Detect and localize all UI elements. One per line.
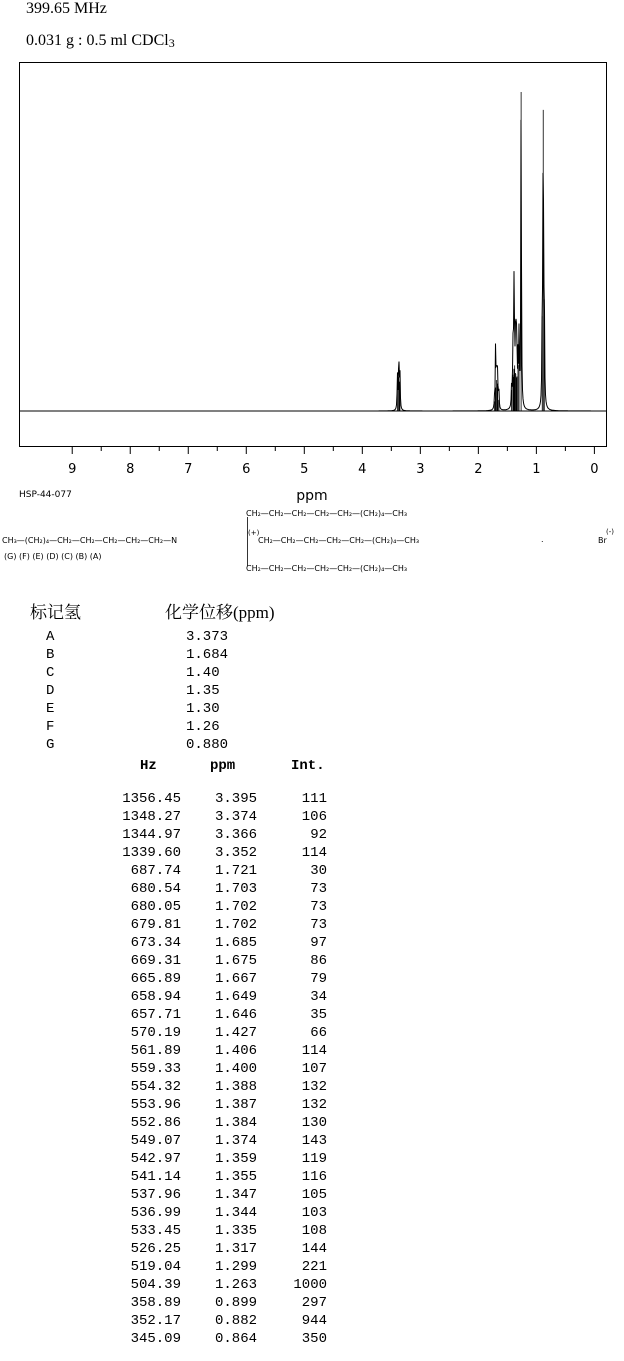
peak-int: 35: [310, 1007, 327, 1023]
assignment-row: [46, 719, 246, 737]
peak-ppm: 1.384: [214, 1115, 257, 1131]
peak-row: [100, 1259, 340, 1277]
peak-hz: 533.45: [130, 1223, 181, 1239]
assignment-label: D: [46, 683, 55, 699]
peak-hz: 680.54: [130, 881, 181, 897]
structure-charge: (+): [248, 529, 260, 537]
x-tick-label-4: 4: [358, 462, 367, 477]
structure-mid-chain: CH₂—CH₂—CH₂—CH₂—CH₂—(CH₂)₄—CH₃: [258, 536, 420, 545]
peak-int: 111: [301, 791, 327, 807]
assignment-label: G: [46, 737, 55, 753]
peak-ppm: 1.721: [214, 863, 257, 879]
peak-ppm: 1.406: [214, 1043, 257, 1059]
peak-hz: 658.94: [130, 989, 181, 1005]
peak-hz: 358.89: [130, 1295, 181, 1311]
peak-row: [100, 791, 340, 809]
peak-header-hz: Hz: [140, 758, 157, 774]
peak-hz: 1356.45: [122, 791, 181, 807]
assignment-header-label: 标记氢: [30, 603, 81, 622]
x-tick-label-0: 0: [590, 462, 599, 477]
structure-bottom-chain: CH₂—CH₂—CH₂—CH₂—CH₂—(CH₂)₄—CH₃: [246, 564, 408, 573]
peak-hz: 541.14: [130, 1169, 181, 1185]
peak-hz: 673.34: [130, 935, 181, 951]
peak-row: [100, 1277, 340, 1295]
peak-ppm: 3.374: [214, 809, 257, 825]
peak-hz: 679.81: [130, 917, 181, 933]
peak-row: [100, 1169, 340, 1187]
peak-row: [100, 899, 340, 917]
peak-hz: 519.04: [130, 1259, 181, 1275]
assignment-label: E: [46, 701, 55, 717]
peak-ppm: 1.299: [214, 1259, 257, 1275]
assignment-shift: 1.684: [186, 647, 229, 663]
peak-hz: 657.71: [130, 1007, 181, 1023]
peak-ppm: 1.359: [214, 1151, 257, 1167]
peak-ppm: 1.702: [214, 917, 257, 933]
assignment-shift: 1.30: [186, 701, 220, 717]
peak-hz: 345.09: [130, 1331, 181, 1347]
x-tick-label-3: 3: [416, 462, 425, 477]
peak-int: 105: [301, 1187, 327, 1203]
peak-int: 30: [310, 863, 327, 879]
assignment-shift: 3.373: [186, 629, 229, 645]
peak-ppm: 1.400: [214, 1061, 257, 1077]
peak-hz: 554.32: [130, 1079, 181, 1095]
peak-header-int: Int.: [291, 758, 325, 774]
assignment-label: C: [46, 665, 55, 681]
peak-int: 107: [301, 1061, 327, 1077]
peak-int: 73: [310, 899, 327, 915]
assignment-shift: 0.880: [186, 737, 229, 753]
peak-int: 66: [310, 1025, 327, 1041]
structure-dot: .: [541, 535, 544, 544]
peak-row: [100, 827, 340, 845]
peak-row: [100, 953, 340, 971]
sample-text: 0.031 g : 0.5 ml CDCl: [26, 32, 169, 49]
peak-int: 297: [301, 1295, 327, 1311]
peak-hz: 1348.27: [122, 809, 181, 825]
peak-ppm: 1.387: [214, 1097, 257, 1113]
peak-hz: 669.31: [130, 953, 181, 969]
peak-int: 114: [301, 1043, 327, 1059]
peak-row: [100, 1007, 340, 1025]
peak-ppm: 1.685: [214, 935, 257, 951]
peak-row: [100, 1241, 340, 1259]
x-tick-label-8: 8: [126, 462, 135, 477]
peak-hz: 526.25: [130, 1241, 181, 1257]
peak-row: [100, 1313, 340, 1331]
peak-ppm: 1.675: [214, 953, 257, 969]
peak-hz: 542.97: [130, 1151, 181, 1167]
peak-row: [100, 971, 340, 989]
peak-hz: 570.19: [130, 1025, 181, 1041]
peak-row: [100, 881, 340, 899]
peak-int: 73: [310, 881, 327, 897]
peak-row: [100, 1295, 340, 1313]
peak-ppm: 1.667: [214, 971, 257, 987]
peak-hz: 504.39: [130, 1277, 181, 1293]
peak-ppm: 1.374: [214, 1133, 257, 1149]
peak-row: [100, 1133, 340, 1151]
spectrum-code: HSP-44-077: [19, 490, 72, 500]
peak-ppm: 0.864: [214, 1331, 257, 1347]
peak-hz: 553.96: [130, 1097, 181, 1113]
structure-counter-charge: (-): [606, 528, 614, 536]
peak-hz: 352.17: [130, 1313, 181, 1329]
peak-hz: 537.96: [130, 1187, 181, 1203]
x-tick-label-7: 7: [184, 462, 193, 477]
peak-hz: 552.86: [130, 1115, 181, 1131]
peak-int: 221: [301, 1259, 327, 1275]
peak-int: 114: [301, 845, 327, 861]
peak-row: [100, 863, 340, 881]
assignment-shift: 1.35: [186, 683, 220, 699]
peak-hz: 1344.97: [122, 827, 181, 843]
sample-subscript: 3: [168, 36, 175, 50]
assignment-label: A: [46, 629, 55, 645]
peak-row: [100, 845, 340, 863]
peak-ppm: 0.882: [214, 1313, 257, 1329]
peak-ppm: 0.899: [214, 1295, 257, 1311]
peak-int: 108: [301, 1223, 327, 1239]
assignment-row: [46, 629, 246, 647]
peak-ppm: 1.649: [214, 989, 257, 1005]
x-tick-label-5: 5: [300, 462, 309, 477]
structure-bonds: [0, 0, 624, 600]
peak-row: [100, 1043, 340, 1061]
x-axis-label: ppm: [296, 488, 328, 504]
peak-int: 144: [301, 1241, 327, 1257]
structure-left-chain: CH₃—(CH₂)₄—CH₂—CH₂—CH₂—CH₂—CH₂—N: [2, 536, 178, 545]
structure-top-chain: CH₂—CH₂—CH₂—CH₂—CH₂—(CH₂)₄—CH₃: [246, 509, 408, 518]
assignment-row: [46, 701, 246, 719]
peak-ppm: 1.335: [214, 1223, 257, 1239]
assignment-row: [46, 737, 246, 755]
assignment-shift: 1.40: [186, 665, 220, 681]
peak-int: 130: [301, 1115, 327, 1131]
peak-int: 350: [301, 1331, 327, 1347]
peak-row: [100, 1223, 340, 1241]
x-tick-label-9: 9: [68, 462, 77, 477]
spectrometer-frequency: 399.65 MHz: [26, 0, 107, 17]
peak-row: [100, 1331, 340, 1349]
peak-row: [100, 1151, 340, 1169]
peak-ppm: 1.263: [214, 1277, 257, 1293]
peak-hz: 687.74: [130, 863, 181, 879]
peak-int: 106: [301, 809, 327, 825]
peak-header-ppm: ppm: [210, 758, 236, 774]
assignment-label: B: [46, 647, 55, 663]
peak-int: 86: [310, 953, 327, 969]
assignment-shift: 1.26: [186, 719, 220, 735]
peak-row: [100, 1025, 340, 1043]
peak-hz: 559.33: [130, 1061, 181, 1077]
peak-hz: 1339.60: [122, 845, 181, 861]
peak-row: [100, 1115, 340, 1133]
peak-ppm: 1.317: [214, 1241, 257, 1257]
x-tick-label-6: 6: [242, 462, 251, 477]
peak-ppm: 1.355: [214, 1169, 257, 1185]
peak-int: 116: [301, 1169, 327, 1185]
peak-int: 92: [310, 827, 327, 843]
peak-hz: 549.07: [130, 1133, 181, 1149]
peak-row: [100, 917, 340, 935]
peak-ppm: 1.427: [214, 1025, 257, 1041]
peak-row: [100, 1079, 340, 1097]
peak-row: [100, 809, 340, 827]
peak-row: [100, 1205, 340, 1223]
peak-hz: 680.05: [130, 899, 181, 915]
peak-row: [100, 1097, 340, 1115]
peak-row: [100, 1187, 340, 1205]
peak-int: 119: [301, 1151, 327, 1167]
assignment-row: [46, 665, 246, 683]
peak-ppm: 1.702: [214, 899, 257, 915]
assignment-label: F: [46, 719, 55, 735]
peak-ppm: 3.352: [214, 845, 257, 861]
peak-ppm: 1.646: [214, 1007, 257, 1023]
peak-hz: 536.99: [130, 1205, 181, 1221]
x-tick-label-2: 2: [474, 462, 483, 477]
assignment-row: [46, 683, 246, 701]
structure-position-labels: (G) (F) (E) (D) (C) (B) (A): [4, 552, 102, 561]
peak-int: 1000: [293, 1277, 327, 1293]
peak-ppm: 3.395: [214, 791, 257, 807]
structure-counter-ion: Br: [598, 536, 607, 545]
peak-int: 97: [310, 935, 327, 951]
peak-ppm: 1.703: [214, 881, 257, 897]
peak-ppm: 1.347: [214, 1187, 257, 1203]
peak-int: 143: [301, 1133, 327, 1149]
peak-int: 103: [301, 1205, 327, 1221]
peak-int: 34: [310, 989, 327, 1005]
assignment-header-shift: 化学位移(ppm): [165, 603, 275, 622]
peak-int: 944: [301, 1313, 327, 1329]
peak-int: 73: [310, 917, 327, 933]
peak-int: 79: [310, 971, 327, 987]
peak-row: [100, 935, 340, 953]
peak-hz: 561.89: [130, 1043, 181, 1059]
x-tick-label-1: 1: [532, 462, 541, 477]
peak-row: [100, 1061, 340, 1079]
peak-ppm: 3.366: [214, 827, 257, 843]
peak-int: 132: [301, 1079, 327, 1095]
peak-row: [100, 989, 340, 1007]
peak-ppm: 1.344: [214, 1205, 257, 1221]
peak-int: 132: [301, 1097, 327, 1113]
assignment-row: [46, 647, 246, 665]
peak-hz: 665.89: [130, 971, 181, 987]
peak-ppm: 1.388: [214, 1079, 257, 1095]
